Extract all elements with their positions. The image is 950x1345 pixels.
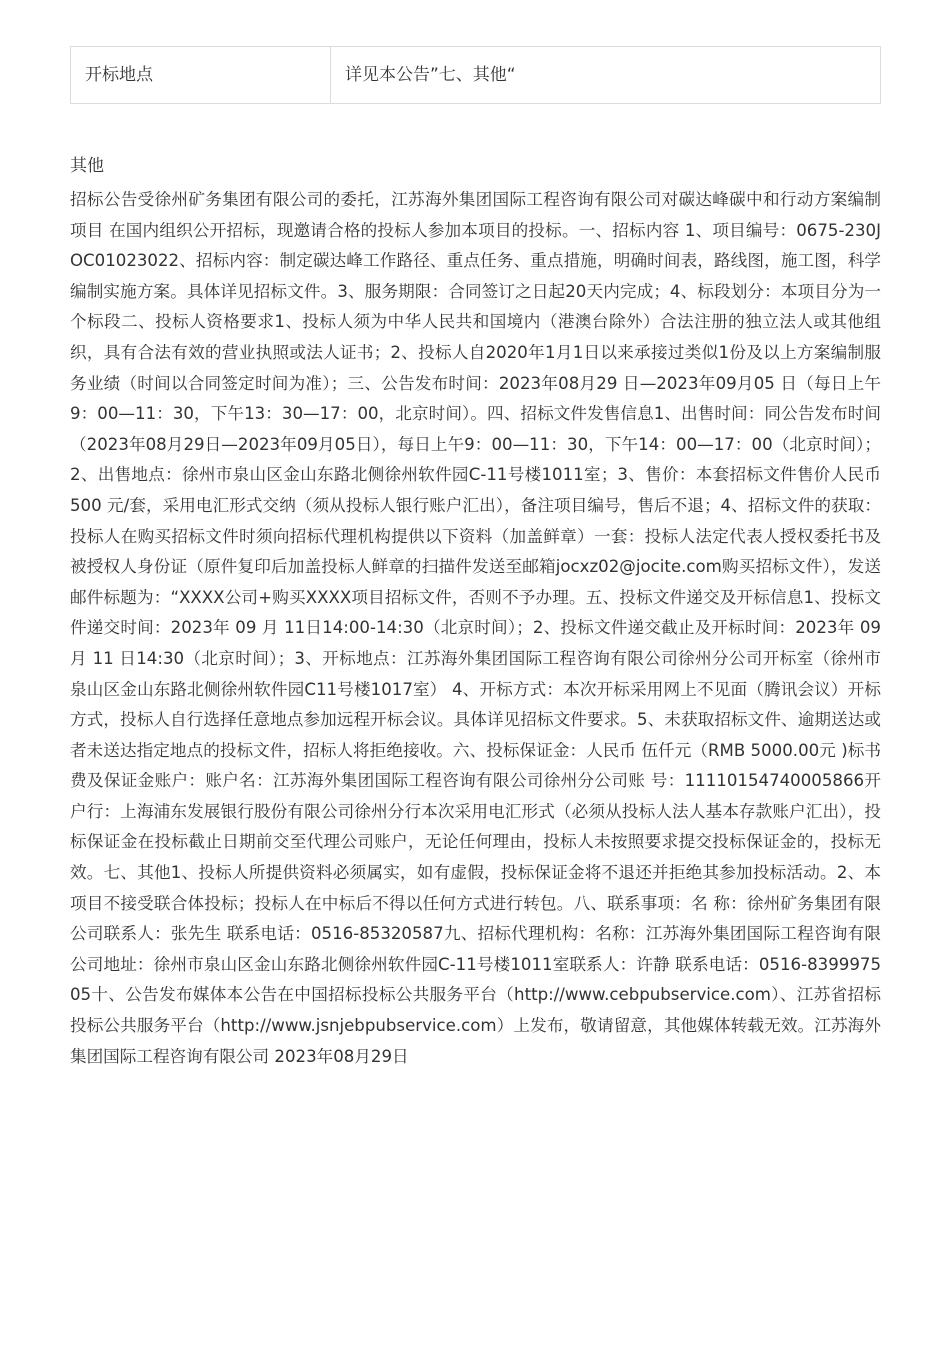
section-heading-other: 其他	[70, 156, 104, 176]
announcement-body-text: 招标公告受徐州矿务集团有限公司的委托，江苏海外集团国际工程咨询有限公司对碳达峰碳中和行动方案编制项目 在国内组织公开招标，现邀请合格的投标人参加本项目的投标。一、招标内容 1、项目编号：0675-230JOC01023022、招标内容：制定碳达峰工作路径、重点任务、重点措施，明确时间表，路线图，施工图，科学编制实施方案。具体详见招标文件。3、服务期限：合同签订之日起20天内完成；4、标段划分：本项目分为一个标段二、投标人资格要求1、投标人须为中华人民共和国境内（港澳台除外）合法注册的独立法人或其他组织，具有合法有效的营业执照或法人证书；2、投标人自2020年1月1日以来承接过类似1份及以上方案编制服务业绩（时间以合同签定时间为准）；三、公告发布时间：2023年08月29 日—2023年09月05 日（每日上午9：00—11：30，下午13：30—17：00，北京时间）。四、招标文件发售信息1、出售时间：同公告发布时间（2023年08月29日—2023年09月05日），每日上午9：00—11：30，下午14：00—17：00（北京时间）；2、出售地点：徐州市泉山区金山东路北侧徐州软件园C-11号楼1011室；3、售价：本套招标文件售价人民币 500 元/套，采用电汇形式交纳（须从投标人银行账户汇出），备注项目编号，售后不退；4、招标文件的获取：投标人在购买招标文件时须向招标代理机构提供以下资料（加盖鲜章）一套：投标人法定代表人授权委托书及被授权人身份证（原件复印后加盖投标人鲜章的扫描件发送至邮箱jocxz02@jocite.com购买招标文件），发送邮件标题为：“XXXX公司+购买XXXX项目招标文件，否则不予办理。五、投标文件递交及开标信息1、投标文件递交时间：2023年 09 月 11日14:00-14:30（北京时间）；2、投标文件递交截止及开标时间：2023年 09 月 11 日14:30（北京时间）；3、开标地点：江苏海外集团国际工程咨询有限公司徐州分公司开标室（徐州市泉山区金山东路北侧徐州软件园C11号楼1017室） 4、开标方式：本次开标采用网上不见面（腾讯会议）开标方式，投标人自行选择任意地点参加远程开标会议。具体详见招标文件要求。5、未获取招标文件、逾期送达或者未送达指定地点的投标文件，招标人将拒绝接收。六、投标保证金：人民币 伍仟元（RMB 5000.00元 )标书费及保证金账户：账户名：江苏海外集团国际工程咨询有限公司徐州分公司账 号：11110154740005866开户行：上海浦东发展银行股份有限公司徐州分行本次采用电汇形式（必须从投标人法人基本存款账户汇出），投标保证金在投标截止日期前交至代理公司账户，无论任何理由，投标人未按照要求提交投标保证金的，投标无效。七、其他1、投标人所提供资料必须属实，如有虚假，投标保证金将不退还并拒绝其参加投标活动。2、本项目不接受联合体投标；投标人在中标后不得以任何方式进行转包。八、联系事项：名 称：徐州矿务集团有限公司联系人：张先生 联系电话：0516-85320587九、招标代理机构：名称：江苏海外集团国际工程咨询有限公司地址：徐州市泉山区金山东路北侧徐州软件园C-11号楼1011室联系人：许静 联系电话：0516-839997505十、公告发布媒体本公告在中国招标投标公共服务平台（http://www.cebpubservice.com）、江苏省招标投标公共服务平台（http://www.jsnjebpubservice.com）上发布，敬请留意，其他媒体转载无效。江苏海外集团国际工程咨询有限公司 2023年08月29日	[70, 190, 881, 1066]
info-table	[70, 46, 881, 104]
table-label-bid-opening-location: 开标地点	[71, 47, 331, 103]
table-value-bid-opening-location: 详见本公告”七、其他“	[345, 65, 516, 85]
